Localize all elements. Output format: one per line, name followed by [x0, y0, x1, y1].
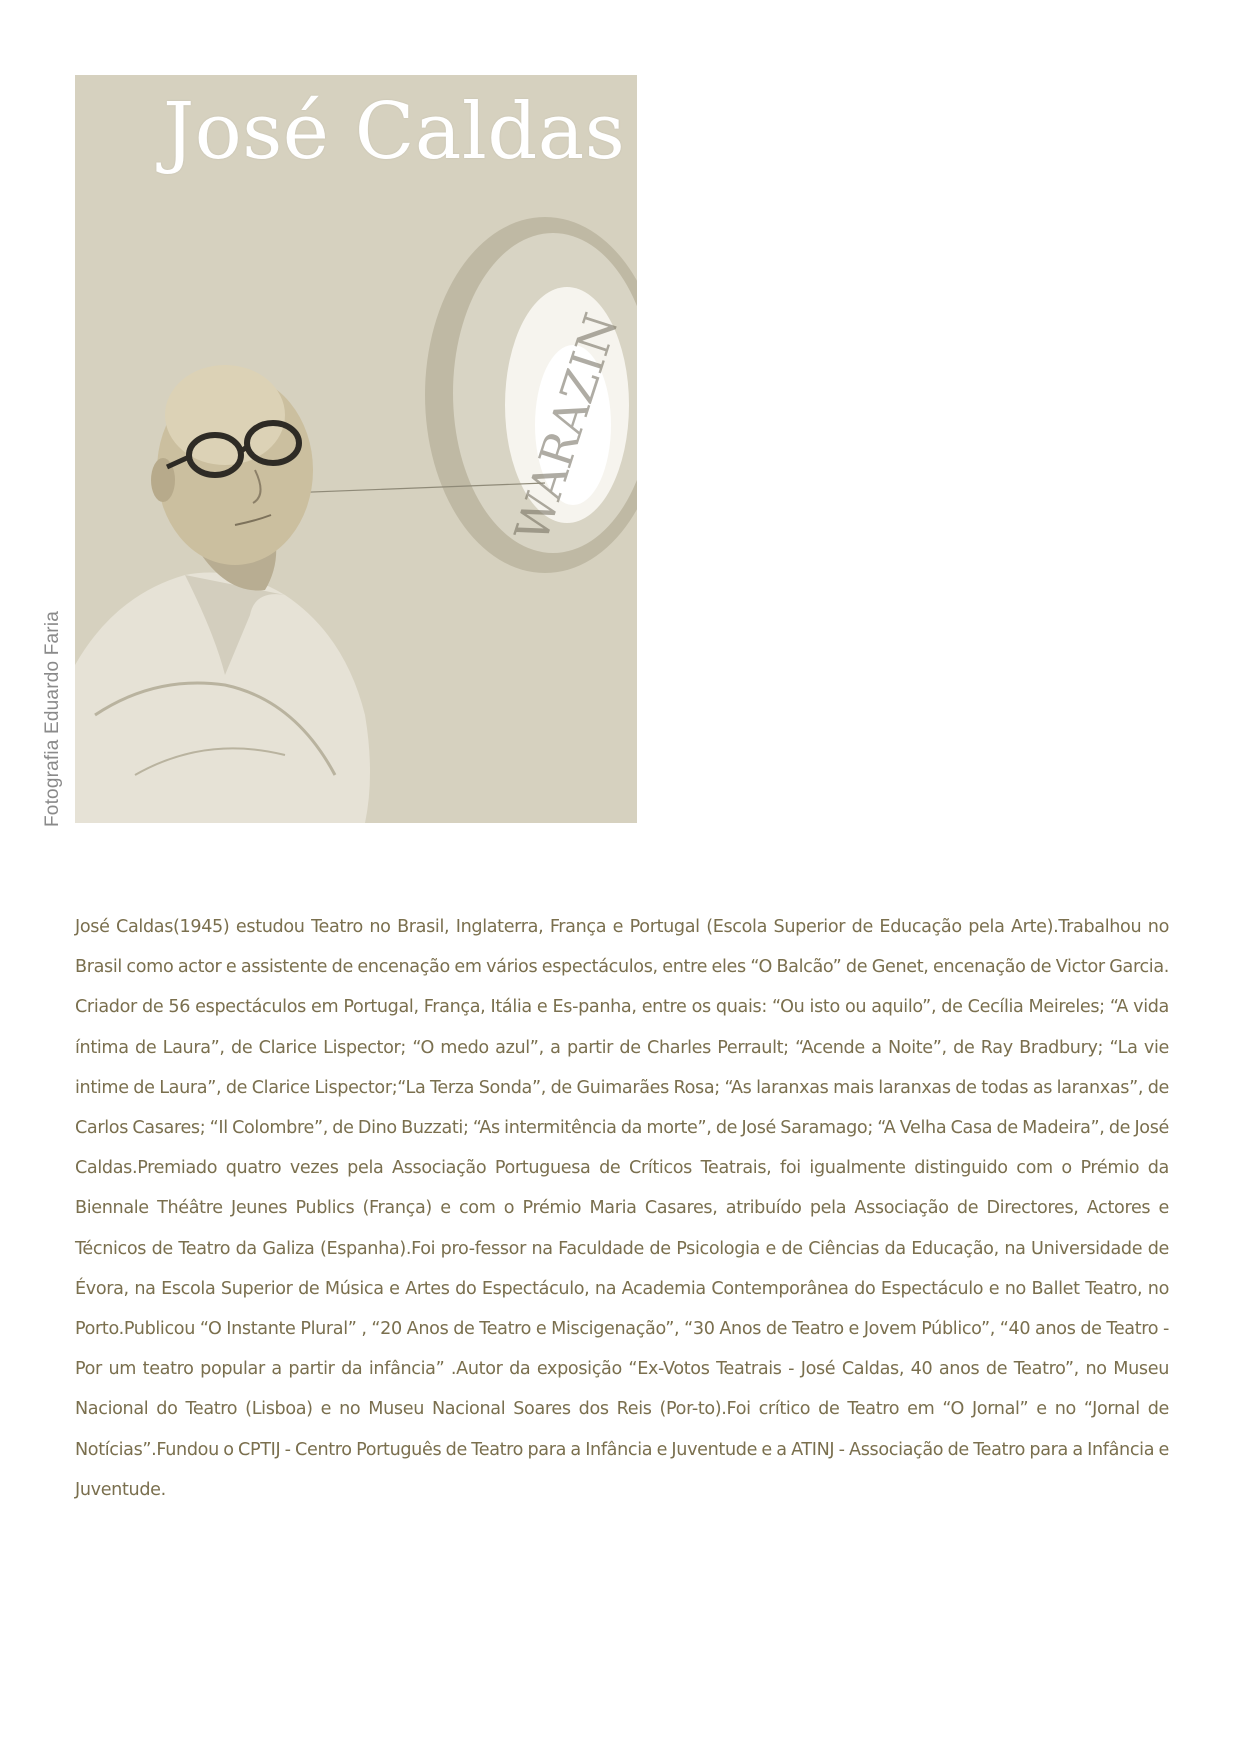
- page-title: José Caldas: [163, 87, 626, 177]
- sign-text: WARAZIN: [504, 306, 629, 549]
- portrait-photo: [75, 75, 637, 823]
- biography-text: José Caldas(1945) estudou Teatro no Brasil, Inglaterra, França e Portugal (Escola Superior de Educação pela Arte).Trabalhou no Brasil como actor e assistente de encenação em vários espectáculos, entre eles “O Balcão” de Genet, encenação de Victor Garcia. Criador de 56 espectáculos em Portugal, França, Itália e Es-panha, entre os quais: “Ou isto ou aquilo”, de Cecília Meireles; “A vida íntima de Laura”, de Clarice Lispector; “O medo azul”, a partir de Charles Perrault; “Acende a Noite”, de Ray Bradbury; “La vie intime de Laura”, de Clarice Lispector;“La Terza Sonda”, de Guimarães Rosa; “As laranxas mais laranxas de todas as laranxas”, de Carlos Casares; “Il Colombre”, de Dino Buzzati; “As intermitência da morte”, de José Saramago; “A Velha Casa de Madeira”, de José Caldas.Premiado quatro vezes pela Associação Portuguesa de Críticos Teatrais, foi igualmente distinguido com o Prémio da Biennale Théâtre Jeunes Publics (França) e com o Prémio Maria Casares, atribuído pela Associação de Directores, Actores e Técnicos de Teatro da Galiza (Espanha).Foi pro-fessor na Faculdade de Psicologia e de Ciências da Educação, na Universidade de Évora, na Escola Superior de Música e Artes do Espectáculo, na Academia Contemporânea do Espectáculo e no Ballet Teatro, no Porto.Publicou “O Instante Plural” , “20 Anos de Teatro e Miscigenação”, “30 Anos de Teatro e Jovem Público”, “40 anos de Teatro - Por um teatro popular a partir da infância” .Autor da exposição “Ex-Votos Teatrais - José Caldas, 40 anos de Teatro”, no Museu Nacional do Teatro (Lisboa) e no Museu Nacional Soares dos Reis (Por-to).Foi crítico de Teatro em “O Jornal” e no “Jornal de Notícias”.Fundou o CPTIJ - Centro Português de Teatro para a Infância e Juventude e a ATINJ - Associação de Teatro para a Infância e Juventude.: [75, 917, 1169, 1500]
- photo-credit: Fotografia Eduardo Faria: [42, 610, 63, 827]
- portrait-illustration: [75, 75, 637, 823]
